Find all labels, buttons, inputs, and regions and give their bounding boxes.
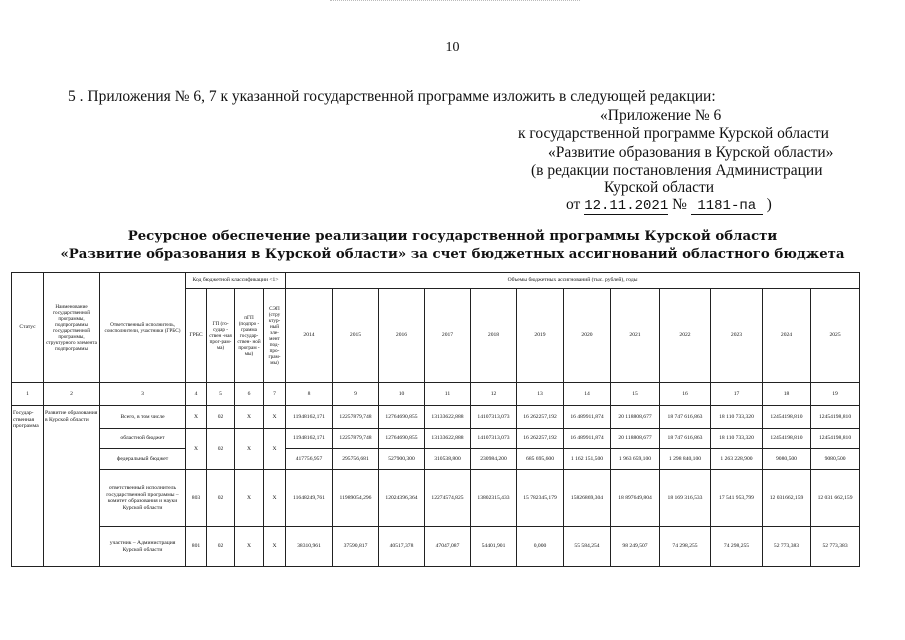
table-row [12,429,860,449]
value-cell: 11948162,171 [286,429,333,449]
value-cell: 230984,200 [471,449,517,470]
table-row [12,449,860,470]
gp-cell: 02 [207,527,235,567]
value-cell: 12454198,810 [763,406,811,429]
value-cell: 98 249,507 [611,527,660,567]
index-cell: 5 [207,383,235,406]
value-cell: 0,000 [517,527,564,567]
index-cell: 14 [564,383,611,406]
value-cell: 17 541 953,799 [711,470,763,527]
document-title-line-1: Ресурсное обеспечение реализации государственной программы Курской области [127,229,778,244]
value-cell: 74 298,255 [711,527,763,567]
program-name-cell: Развитие образования в Курской области [44,406,100,567]
header-name: Наименование государственной программы, подпрограммы государственной программы, структурного элемента подпрограммы [44,273,100,383]
index-cell: 11 [425,383,471,406]
value-cell: 11648249,761 [286,470,333,527]
executor-cell: ответственный исполнитель государственной программы – комитет образования и науки Курской области [100,470,186,527]
header-gp: ГП (го-судар - ствен -ная прог-рам- ма) [207,289,235,383]
value-cell: 16 489911,874 [564,429,611,449]
header-code-group: Код бюджетной классификации <1> [186,273,286,289]
sep-cell: Х [264,406,286,429]
value-cell: 20 118808,677 [611,406,660,429]
value-cell: 37590,817 [333,527,379,567]
value-cell: 1 162 151,500 [564,449,611,470]
pgp-cell: Х [235,527,264,567]
intro-paragraph: 5 . Приложения № 6, 7 к указанной государственной программе изложить в следующей редакции: [68,88,716,105]
value-cell: 18 110 733,320 [711,406,763,429]
table-row [12,406,860,429]
header-pgp: пГП (подпро - грамма государ- ствен- ной програм - мы) [235,289,264,383]
appendix-line-2: к государственной программе Курской области [518,125,829,142]
value-cell: 52 773,383 [811,527,860,567]
index-cell: 7 [264,383,286,406]
value-cell: 1 963 659,100 [611,449,660,470]
page-number: 10 [445,40,460,55]
value-cell: 40517,378 [379,527,425,567]
pgp-cell: Х [235,429,264,470]
executor-cell: областной бюджет [100,429,186,449]
index-cell: 16 [660,383,711,406]
value-cell: 12764690,855 [379,406,425,429]
table-row [12,527,860,567]
header-year: 2022 [660,289,711,383]
value-cell: 14107313,073 [471,429,517,449]
value-cell: 12764690,855 [379,429,425,449]
grbs-cell: 801 [186,527,207,567]
appendix-line-1: «Приложение № 6 [600,107,722,124]
header-year: 2021 [611,289,660,383]
header-year: 2014 [286,289,333,383]
index-cell: 1 [12,383,44,406]
gp-cell: 02 [207,429,235,470]
status-cell: Государ- ственная программа [12,406,44,567]
value-cell: 12 031 662,159 [811,470,860,527]
pgp-cell: Х [235,406,264,429]
value-cell: 47047,087 [425,527,471,567]
value-cell: 20 118808,677 [611,429,660,449]
document-title-line-2: «Развитие образования в Курской области» за счет бюджетных ассигнований областного бюджета [60,247,845,262]
value-cell: 16 262257,192 [517,406,564,429]
index-cell: 9 [333,383,379,406]
value-cell: 18 747 616,863 [660,429,711,449]
index-cell: 2 [44,383,100,406]
grbs-cell: Х [186,406,207,429]
decree-number: 1181-па [691,199,763,215]
index-cell: 4 [186,383,207,406]
value-cell: 295756,681 [333,449,379,470]
value-cell: 11989054,296 [333,470,379,527]
header-year: 2017 [425,289,471,383]
value-cell: 11948162,171 [286,406,333,429]
value-cell: 54401,901 [471,527,517,567]
index-cell: 6 [235,383,264,406]
value-cell: 18 747 616,863 [660,406,711,429]
header-year: 2020 [564,289,611,383]
value-cell: 13133622,888 [425,406,471,429]
index-cell: 18 [763,383,811,406]
index-cell: 3 [100,383,186,406]
value-cell: 18 169 316,533 [660,470,711,527]
value-cell: 38310,961 [286,527,333,567]
executor-cell: участник – Администрация Курской области [100,527,186,567]
value-cell: 18 110 733,320 [711,429,763,449]
grbs-cell: Х [186,429,207,470]
value-cell: 12274574,825 [425,470,471,527]
value-cell: 310538,800 [425,449,471,470]
value-cell: 685 695,600 [517,449,564,470]
index-cell: 12 [471,383,517,406]
value-cell: 74 298,255 [660,527,711,567]
value-cell: 13133622,888 [425,429,471,449]
value-cell: 1 263 228,900 [711,449,763,470]
value-cell: 12454198,810 [811,406,860,429]
header-year: 2025 [811,289,860,383]
value-cell: 527900,300 [379,449,425,470]
grbs-cell: 803 [186,470,207,527]
value-cell: 12024396,364 [379,470,425,527]
value-cell: 16 262257,192 [517,429,564,449]
top-scan-edge [330,0,580,2]
date-prefix: от [566,196,581,213]
resource-table [11,272,860,567]
header-status: Статус [12,273,44,383]
appendix-line-3: «Развитие образования в Курской области» [548,144,834,161]
pgp-cell: Х [235,470,264,527]
value-cell: 417756,957 [286,449,333,470]
index-cell: 15 [611,383,660,406]
index-cell: 8 [286,383,333,406]
header-volume-group: Объемы бюджетных ассигнований (тыс. рублей), годы [286,273,860,289]
header-year: 2018 [471,289,517,383]
index-cell: 10 [379,383,425,406]
value-cell: 12 031662,159 [763,470,811,527]
appendix-line-5: Курской области [604,179,715,196]
sep-cell: Х [264,527,286,567]
value-cell: 13802315,433 [471,470,517,527]
value-cell: 12454198,810 [763,429,811,449]
appendix-line-4: (в редакции постановления Администрации [531,162,823,179]
header-year: 2015 [333,289,379,383]
header-executor: Ответственный исполнитель, соисполнители, участники (ГРБС) [100,273,186,383]
index-cell: 17 [711,383,763,406]
sep-cell: Х [264,429,286,470]
executor-cell: федеральный бюджет [100,449,186,470]
header-year: 2019 [517,289,564,383]
gp-cell: 02 [207,406,235,429]
header-sep: СЭП (стру ктур- ный эле- мент под- про- грам- мы) [264,289,286,383]
index-cell: 13 [517,383,564,406]
header-grbs: ГРБС [186,289,207,383]
executor-cell: Всего, в том числе [100,406,186,429]
closing-paren: ) [766,196,772,213]
gp-cell: 02 [207,470,235,527]
value-cell: 9080,500 [763,449,811,470]
value-cell: 9080,500 [811,449,860,470]
header-year: 2016 [379,289,425,383]
table-row [12,470,860,527]
value-cell: 52 773,383 [763,527,811,567]
sep-cell: Х [264,470,286,527]
value-cell: 16 489911,874 [564,406,611,429]
value-cell: 18 897649,804 [611,470,660,527]
value-cell: 12257879,748 [333,406,379,429]
decree-date: 12.11.2021 [584,198,669,214]
value-cell: 14107313,073 [471,406,517,429]
header-year: 2024 [763,289,811,383]
value-cell: 15 782345,179 [517,470,564,527]
value-cell: 12454198,810 [811,429,860,449]
appendix-date-line [566,196,772,215]
value-cell: 12257879,748 [333,429,379,449]
value-cell: 55 584,254 [564,527,611,567]
value-cell: 1 298 840,100 [660,449,711,470]
value-cell: 15826869,304 [564,470,611,527]
header-year: 2023 [711,289,763,383]
number-prefix: № [672,196,687,213]
index-cell: 19 [811,383,860,406]
